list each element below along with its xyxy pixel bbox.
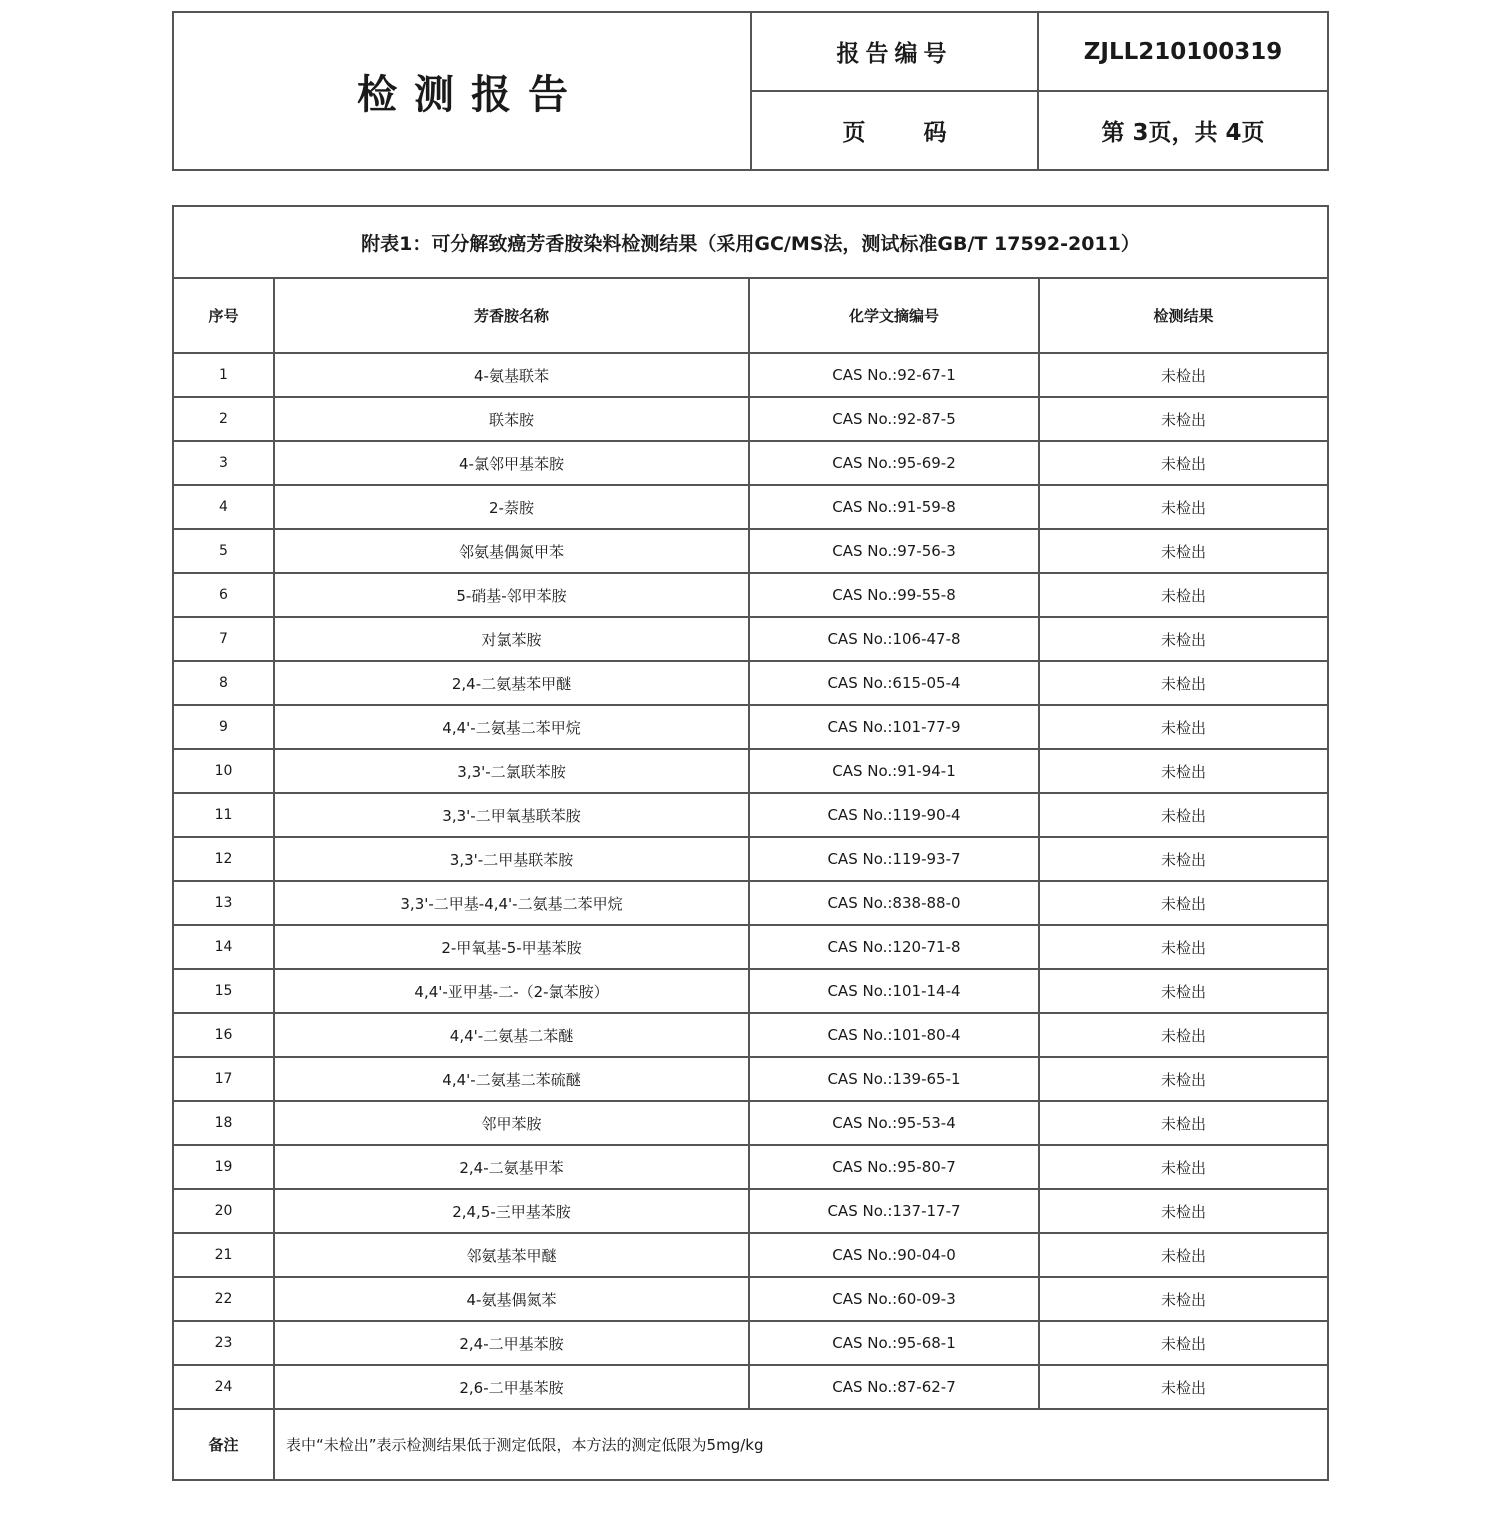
cas-number: CAS No.:90-04-0: [749, 1233, 1039, 1277]
amine-name: 4,4'-亚甲基-二-（2-氯苯胺）: [274, 969, 749, 1013]
test-result: 未检出: [1039, 881, 1328, 925]
table-caption: 附表1：可分解致癌芳香胺染料检测结果（采用GC/MS法，测试标准GB/T 17592-2011）: [173, 206, 1328, 278]
cas-number: CAS No.:91-94-1: [749, 749, 1039, 793]
amine-name: 4-氯邻甲基苯胺: [274, 441, 749, 485]
test-result: 未检出: [1039, 397, 1328, 441]
row-number: 4: [173, 485, 274, 529]
row-number: 22: [173, 1277, 274, 1321]
amine-name: 3,3'-二甲基联苯胺: [274, 837, 749, 881]
test-result: 未检出: [1039, 353, 1328, 397]
column-header-row: [173, 278, 1328, 353]
amine-name: 2-甲氧基-5-甲基苯胺: [274, 925, 749, 969]
amine-name: 邻氨基偶氮甲苯: [274, 529, 749, 573]
amine-name: 2,6-二甲基苯胺: [274, 1365, 749, 1409]
test-result: 未检出: [1039, 1057, 1328, 1101]
amine-name: 邻甲苯胺: [274, 1101, 749, 1145]
amine-name: 2,4,5-三甲基苯胺: [274, 1189, 749, 1233]
report-title: 检测报告: [173, 12, 751, 170]
test-result: 未检出: [1039, 1013, 1328, 1057]
amine-name: 联苯胺: [274, 397, 749, 441]
table-row: [173, 793, 1328, 837]
row-number: 11: [173, 793, 274, 837]
row-number: 5: [173, 529, 274, 573]
amine-name: 3,3'-二甲基-4,4'-二氨基二苯甲烷: [274, 881, 749, 925]
cas-number: CAS No.:120-71-8: [749, 925, 1039, 969]
table-row: [173, 617, 1328, 661]
cas-number: CAS No.:838-88-0: [749, 881, 1039, 925]
amine-name: 2,4-二氨基甲苯: [274, 1145, 749, 1189]
table-row: [173, 1277, 1328, 1321]
cas-number: CAS No.:119-90-4: [749, 793, 1039, 837]
amine-name: 3,3'-二甲氧基联苯胺: [274, 793, 749, 837]
results-table: [172, 205, 1329, 1481]
cas-number: CAS No.:87-62-7: [749, 1365, 1039, 1409]
table-row: [173, 1321, 1328, 1365]
row-number: 23: [173, 1321, 274, 1365]
test-result: 未检出: [1039, 1277, 1328, 1321]
test-result: 未检出: [1039, 793, 1328, 837]
table-row: [173, 1189, 1328, 1233]
table-row: [173, 573, 1328, 617]
note-row: [173, 1409, 1328, 1480]
cas-number: CAS No.:91-59-8: [749, 485, 1039, 529]
test-result: 未检出: [1039, 485, 1328, 529]
table-row: [173, 749, 1328, 793]
row-number: 24: [173, 1365, 274, 1409]
cas-number: CAS No.:95-53-4: [749, 1101, 1039, 1145]
test-result: 未检出: [1039, 617, 1328, 661]
amine-name: 4-氨基偶氮苯: [274, 1277, 749, 1321]
test-result: 未检出: [1039, 1101, 1328, 1145]
test-result: 未检出: [1039, 837, 1328, 881]
cas-number: CAS No.:101-14-4: [749, 969, 1039, 1013]
row-number: 20: [173, 1189, 274, 1233]
cas-number: CAS No.:119-93-7: [749, 837, 1039, 881]
amine-name: 4-氨基联苯: [274, 353, 749, 397]
table-row: [173, 1233, 1328, 1277]
amine-name: 4,4'-二氨基二苯甲烷: [274, 705, 749, 749]
table-row: [173, 1145, 1328, 1189]
row-number: 12: [173, 837, 274, 881]
row-number: 16: [173, 1013, 274, 1057]
amine-name: 4,4'-二氨基二苯醚: [274, 1013, 749, 1057]
amine-name: 3,3'-二氯联苯胺: [274, 749, 749, 793]
row-number: 1: [173, 353, 274, 397]
test-result: 未检出: [1039, 529, 1328, 573]
row-number: 3: [173, 441, 274, 485]
cas-number: CAS No.:92-67-1: [749, 353, 1039, 397]
test-result: 未检出: [1039, 749, 1328, 793]
cas-number: CAS No.:101-77-9: [749, 705, 1039, 749]
report-number-value: ZJLL210100319: [1038, 12, 1328, 91]
amine-name: 邻氨基苯甲醚: [274, 1233, 749, 1277]
test-result: 未检出: [1039, 661, 1328, 705]
row-number: 15: [173, 969, 274, 1013]
row-number: 10: [173, 749, 274, 793]
cas-number: CAS No.:139-65-1: [749, 1057, 1039, 1101]
table-row: [173, 1013, 1328, 1057]
amine-name: 5-硝基-邻甲苯胺: [274, 573, 749, 617]
row-number: 19: [173, 1145, 274, 1189]
test-result: 未检出: [1039, 1233, 1328, 1277]
table-row: [173, 485, 1328, 529]
row-number: 21: [173, 1233, 274, 1277]
test-result: 未检出: [1039, 1145, 1328, 1189]
table-row: [173, 925, 1328, 969]
row-number: 13: [173, 881, 274, 925]
row-number: 7: [173, 617, 274, 661]
cas-number: CAS No.:106-47-8: [749, 617, 1039, 661]
column-header-cas: 化学文摘编号: [749, 278, 1039, 353]
cas-number: CAS No.:95-80-7: [749, 1145, 1039, 1189]
cas-number: CAS No.:101-80-4: [749, 1013, 1039, 1057]
page-label: 页码: [751, 91, 1038, 170]
amine-name: 对氯苯胺: [274, 617, 749, 661]
test-result: 未检出: [1039, 1365, 1328, 1409]
table-row: [173, 441, 1328, 485]
cas-number: CAS No.:97-56-3: [749, 529, 1039, 573]
amine-name: 2-萘胺: [274, 485, 749, 529]
column-header-result: 检测结果: [1039, 278, 1328, 353]
table-row: [173, 837, 1328, 881]
table-row: [173, 353, 1328, 397]
row-number: 6: [173, 573, 274, 617]
cas-number: CAS No.:60-09-3: [749, 1277, 1039, 1321]
table-row: [173, 529, 1328, 573]
table-row: [173, 1057, 1328, 1101]
cas-number: CAS No.:99-55-8: [749, 573, 1039, 617]
amine-name: 2,4-二氨基苯甲醚: [274, 661, 749, 705]
table-row: [173, 1365, 1328, 1409]
test-result: 未检出: [1039, 1189, 1328, 1233]
cas-number: CAS No.:137-17-7: [749, 1189, 1039, 1233]
amine-name: 4,4'-二氨基二苯硫醚: [274, 1057, 749, 1101]
column-header-no: 序号: [173, 278, 274, 353]
test-result: 未检出: [1039, 573, 1328, 617]
note-text: 表中“未检出”表示检测结果低于测定低限，本方法的测定低限为5mg/kg: [274, 1409, 1328, 1480]
row-number: 8: [173, 661, 274, 705]
test-result: 未检出: [1039, 705, 1328, 749]
table-row: [173, 881, 1328, 925]
cas-number: CAS No.:95-69-2: [749, 441, 1039, 485]
note-label: 备注: [173, 1409, 274, 1480]
row-number: 17: [173, 1057, 274, 1101]
amine-name: 2,4-二甲基苯胺: [274, 1321, 749, 1365]
report-number-label: 报告编号: [751, 12, 1038, 91]
test-result: 未检出: [1039, 1321, 1328, 1365]
test-result: 未检出: [1039, 925, 1328, 969]
table-row: [173, 1101, 1328, 1145]
column-header-name: 芳香胺名称: [274, 278, 749, 353]
row-number: 14: [173, 925, 274, 969]
row-number: 18: [173, 1101, 274, 1145]
row-number: 2: [173, 397, 274, 441]
table-row: [173, 397, 1328, 441]
cas-number: CAS No.:92-87-5: [749, 397, 1039, 441]
page-value: 第 3页，共 4页: [1038, 91, 1328, 170]
test-result: 未检出: [1039, 969, 1328, 1013]
test-result: 未检出: [1039, 441, 1328, 485]
report-header: [172, 11, 1329, 171]
cas-number: CAS No.:615-05-4: [749, 661, 1039, 705]
table-row: [173, 661, 1328, 705]
row-number: 9: [173, 705, 274, 749]
cas-number: CAS No.:95-68-1: [749, 1321, 1039, 1365]
table-row: [173, 705, 1328, 749]
table-row: [173, 969, 1328, 1013]
